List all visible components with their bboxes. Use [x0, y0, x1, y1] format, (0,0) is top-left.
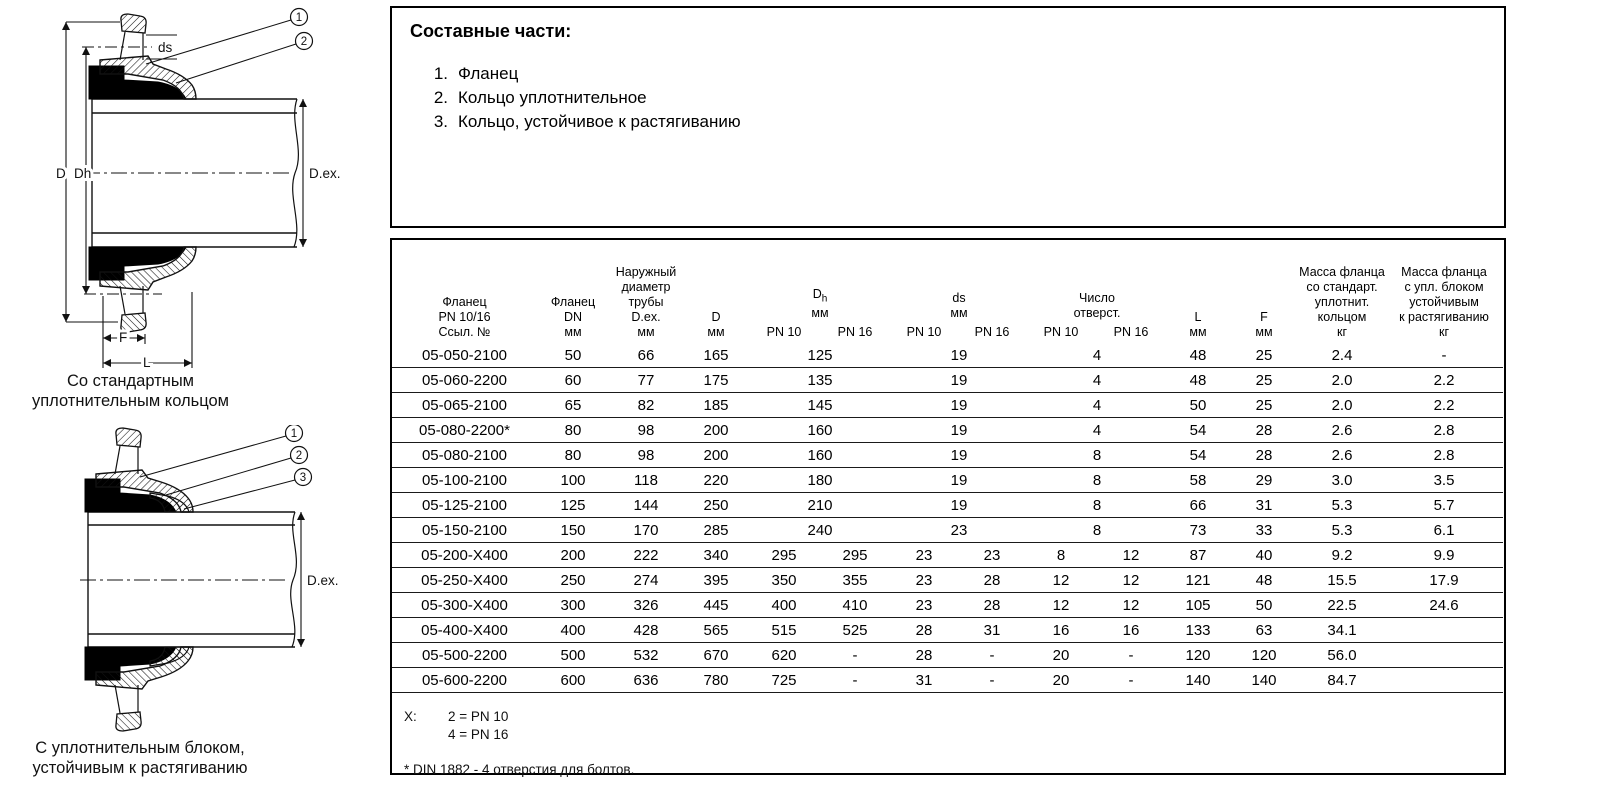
cell-dn: 50 [537, 343, 609, 368]
cell-ref: 05-200-X400 [392, 543, 537, 568]
caption-line: уплотнительным кольцом [31, 392, 230, 410]
cell-dex: 274 [609, 568, 683, 593]
cell-dh: 410 [819, 593, 891, 618]
cell-mass-standard: 15.5 [1299, 568, 1385, 593]
cell-l: 54 [1167, 418, 1229, 443]
callout-3 [295, 469, 312, 486]
table-row [392, 593, 1503, 618]
cell-dn: 600 [537, 668, 609, 693]
table-row [392, 543, 1503, 568]
pipe-break-line [291, 512, 297, 647]
cell-dh: 400 [749, 593, 819, 618]
spec-table-box [390, 238, 1506, 775]
ds-label: ds [158, 40, 173, 55]
cell-ref: 05-250-X400 [392, 568, 537, 593]
cell-dh: - [819, 643, 891, 668]
table-row [392, 643, 1503, 668]
cell-holes: 12 [1095, 593, 1167, 618]
cell-ds: 19 [891, 418, 1027, 443]
cell-ref: 05-100-2100 [392, 468, 537, 493]
cell-d: 250 [683, 493, 749, 518]
parts-box [390, 6, 1506, 228]
bolt-head-section [121, 14, 146, 33]
cell-f: 28 [1229, 443, 1299, 468]
cell-f: 63 [1229, 618, 1299, 643]
cell-holes: - [1095, 668, 1167, 693]
cell-dex: 428 [609, 618, 683, 643]
col-subheader-pn16: PN 16 [837, 325, 873, 339]
cell-l: 50 [1167, 393, 1229, 418]
cell-ds: 31 [957, 618, 1027, 643]
cell-mass-tension [1385, 668, 1503, 693]
cell-mass-tension: 5.7 [1385, 493, 1503, 518]
x-code-note [404, 708, 1504, 744]
col-header-d: D мм [707, 310, 725, 339]
cell-d: 670 [683, 643, 749, 668]
cell-dh: 240 [749, 518, 891, 543]
F-label: F [119, 330, 128, 345]
cell-dex: 82 [609, 393, 683, 418]
col-subheader-pn10: PN 10 [906, 325, 942, 339]
header-row-groups [392, 240, 1503, 324]
table-row [392, 468, 1503, 493]
cell-ref: 05-060-2200 [392, 368, 537, 393]
cell-ref: 05-400-X400 [392, 618, 537, 643]
table-row [392, 568, 1503, 593]
cell-d: 175 [683, 368, 749, 393]
cell-ds: 23 [891, 568, 957, 593]
cell-l: 133 [1167, 618, 1229, 643]
cell-l: 66 [1167, 493, 1229, 518]
diagram-standard-caption [18, 371, 243, 411]
cell-mass-tension: 2.2 [1385, 368, 1503, 393]
list-item [410, 62, 1486, 86]
D-label: D [56, 166, 66, 181]
cell-dh: 355 [819, 568, 891, 593]
cell-mass-tension: 2.8 [1385, 443, 1503, 468]
col-header-dh-group: $D_h$ мм [811, 286, 829, 320]
cell-mass-standard: 34.1 [1299, 618, 1385, 643]
table-row [392, 343, 1503, 368]
cell-mass-tension: 3.5 [1385, 468, 1503, 493]
flange-assembly-top [85, 428, 193, 512]
callout-1 [291, 9, 308, 26]
table-row [392, 668, 1503, 693]
cell-ref: 05-050-2100 [392, 343, 537, 368]
cell-f: 25 [1229, 343, 1299, 368]
cell-dh: 295 [749, 543, 819, 568]
cell-f: 48 [1229, 568, 1299, 593]
list-item-number: 1. [433, 64, 448, 83]
table-row [392, 393, 1503, 418]
cell-f: 33 [1229, 518, 1299, 543]
cell-ds: 23 [891, 518, 1027, 543]
col-subheader-pn16: PN 16 [974, 325, 1010, 339]
cell-f: 31 [1229, 493, 1299, 518]
cell-ds: 23 [891, 593, 957, 618]
col-header-l: L мм [1189, 310, 1207, 339]
cell-mass-tension: 24.6 [1385, 593, 1503, 618]
cell-dh: 525 [819, 618, 891, 643]
cell-holes: 4 [1027, 418, 1167, 443]
pipe-break-line [293, 99, 299, 247]
cell-dn: 80 [537, 443, 609, 468]
caption-line: устойчивым к растягиванию [32, 759, 248, 777]
cell-dn: 150 [537, 518, 609, 543]
table-notes [404, 708, 1504, 779]
table-row [392, 518, 1503, 543]
list-item [410, 86, 1486, 110]
col-header-dn: Фланец DN мм [550, 295, 596, 339]
cell-dh: 725 [749, 668, 819, 693]
cell-d: 220 [683, 468, 749, 493]
cell-d: 395 [683, 568, 749, 593]
cell-mass-standard: 22.5 [1299, 593, 1385, 618]
din-footnote: * DIN 1882 - 4 отверстия для болтов. [404, 762, 635, 777]
cell-ds: 19 [891, 468, 1027, 493]
cell-dh: 295 [819, 543, 891, 568]
cell-d: 200 [683, 418, 749, 443]
cell-dh: 515 [749, 618, 819, 643]
cell-ds: 28 [891, 643, 957, 668]
cell-dn: 300 [537, 593, 609, 618]
cell-dn: 65 [537, 393, 609, 418]
bolt-head-section [116, 428, 141, 447]
cell-holes: 8 [1027, 543, 1095, 568]
cell-dex: 144 [609, 493, 683, 518]
cell-holes: 16 [1027, 618, 1095, 643]
cell-ds: 23 [891, 543, 957, 568]
cell-mass-tension: 2.8 [1385, 418, 1503, 443]
list-item-number: 2. [433, 88, 448, 107]
cell-dh: 160 [749, 418, 891, 443]
list-item-label: Кольцо уплотнительное [458, 88, 647, 107]
cell-l: 87 [1167, 543, 1229, 568]
cell-dex: 118 [609, 468, 683, 493]
cell-f: 120 [1229, 643, 1299, 668]
col-header-mass-tension: Масса фланца с упл. блоком устойчивым к растягиванию кг [1399, 265, 1489, 339]
cell-holes: 4 [1027, 393, 1167, 418]
cell-dn: 125 [537, 493, 609, 518]
cell-ds: 23 [957, 543, 1027, 568]
table-row [392, 618, 1503, 643]
Dex-label: D.ex. [309, 166, 341, 181]
cell-ref: 05-500-2200 [392, 643, 537, 668]
cell-mass-standard: 2.0 [1299, 368, 1385, 393]
cell-f: 140 [1229, 668, 1299, 693]
cell-mass-standard: 56.0 [1299, 643, 1385, 668]
cell-holes: 20 [1027, 643, 1095, 668]
cell-ref: 05-080-2200* [392, 418, 537, 443]
cell-ds: - [957, 668, 1027, 693]
col-header-holes-group: Число отверст. [1073, 291, 1121, 320]
x-code-lines [448, 708, 508, 744]
cell-d: 185 [683, 393, 749, 418]
cell-holes: 8 [1027, 443, 1167, 468]
callout-2 [291, 447, 308, 464]
cell-ref: 05-300-X400 [392, 593, 537, 618]
spec-table [392, 240, 1503, 693]
flange-assembly-top [89, 14, 196, 99]
cell-dex: 326 [609, 593, 683, 618]
cell-dex: 98 [609, 418, 683, 443]
col-header-dex: Наружный диаметр трубы D.ex. мм [615, 265, 677, 339]
cell-holes: 12 [1095, 568, 1167, 593]
cell-l: 54 [1167, 443, 1229, 468]
cell-mass-tension: 9.9 [1385, 543, 1503, 568]
cell-dex: 170 [609, 518, 683, 543]
list-item-label: Кольцо, устойчивое к растягиванию [458, 112, 741, 131]
x-code-line: 2 = PN 10 [448, 709, 509, 724]
cell-d: 165 [683, 343, 749, 368]
diagram-tension-caption [15, 738, 265, 778]
caption-line: Со стандартным [66, 372, 195, 390]
cell-mass-standard: 2.0 [1299, 393, 1385, 418]
cell-holes: 20 [1027, 668, 1095, 693]
cell-ref: 05-125-2100 [392, 493, 537, 518]
cell-dh: 350 [749, 568, 819, 593]
cell-f: 28 [1229, 418, 1299, 443]
cell-dn: 400 [537, 618, 609, 643]
cell-mass-standard: 2.6 [1299, 418, 1385, 443]
cell-l: 105 [1167, 593, 1229, 618]
cell-mass-tension [1385, 618, 1503, 643]
x-code-label: X: [404, 709, 417, 724]
cell-d: 340 [683, 543, 749, 568]
col-header-mass-standard: Масса фланца со стандарт. уплотнит. кольцом кг [1299, 265, 1385, 339]
cell-dn: 100 [537, 468, 609, 493]
cell-mass-tension: 2.2 [1385, 393, 1503, 418]
cell-f: 50 [1229, 593, 1299, 618]
table-row [392, 443, 1503, 468]
cell-dn: 250 [537, 568, 609, 593]
cell-holes: 12 [1095, 543, 1167, 568]
cell-holes: 16 [1095, 618, 1167, 643]
list-item [410, 110, 1486, 134]
cell-holes: 12 [1027, 593, 1095, 618]
cell-ds: 19 [891, 368, 1027, 393]
cell-d: 200 [683, 443, 749, 468]
cell-dn: 80 [537, 418, 609, 443]
cell-l: 140 [1167, 668, 1229, 693]
svg-text:1: 1 [290, 428, 298, 440]
cell-ds: - [957, 643, 1027, 668]
table-row [392, 493, 1503, 518]
cell-l: 73 [1167, 518, 1229, 543]
cell-mass-tension: - [1385, 343, 1503, 368]
cell-ds: 28 [957, 568, 1027, 593]
cell-dh: 125 [749, 343, 891, 368]
flange-assembly-bottom [89, 247, 196, 332]
caption-line: С уплотнительным блоком, [35, 739, 245, 757]
list-item-number: 3. [433, 112, 448, 131]
parts-box-title: Составные части: [410, 21, 572, 41]
flange-diagram-tension [0, 425, 385, 743]
flange-assembly-bottom [85, 647, 193, 731]
cell-l: 120 [1167, 643, 1229, 668]
cell-ds: 19 [891, 393, 1027, 418]
callout-1 [286, 425, 303, 442]
cell-f: 25 [1229, 368, 1299, 393]
cell-dh: 180 [749, 468, 891, 493]
cell-ds: 19 [891, 493, 1027, 518]
cell-dex: 77 [609, 368, 683, 393]
Dex-label: D.ex. [307, 573, 339, 588]
cell-ds: 19 [891, 343, 1027, 368]
cell-holes: 8 [1027, 518, 1167, 543]
cell-dex: 532 [609, 643, 683, 668]
cell-ref: 05-600-2200 [392, 668, 537, 693]
cell-d: 780 [683, 668, 749, 693]
cell-dn: 500 [537, 643, 609, 668]
flange-diagram-standard [0, 0, 385, 420]
cell-dn: 60 [537, 368, 609, 393]
cell-holes: 4 [1027, 368, 1167, 393]
cell-d: 565 [683, 618, 749, 643]
cell-mass-tension: 17.9 [1385, 568, 1503, 593]
spec-table-body [392, 343, 1503, 693]
cell-f: 29 [1229, 468, 1299, 493]
col-header-f: F мм [1255, 310, 1273, 339]
cell-dh: 145 [749, 393, 891, 418]
cell-dh: - [819, 668, 891, 693]
cell-dex: 98 [609, 443, 683, 468]
cell-mass-standard: 5.3 [1299, 493, 1385, 518]
col-header-ds-group: ds мм [950, 291, 968, 320]
table-row [392, 368, 1503, 393]
cell-mass-standard: 3.0 [1299, 468, 1385, 493]
cell-holes: - [1095, 643, 1167, 668]
cell-f: 40 [1229, 543, 1299, 568]
table-row [392, 418, 1503, 443]
cell-f: 25 [1229, 393, 1299, 418]
cell-ds: 28 [891, 618, 957, 643]
bolt-shank-lines [115, 446, 138, 474]
cell-mass-standard: 2.6 [1299, 443, 1385, 468]
cell-mass-standard: 84.7 [1299, 668, 1385, 693]
col-subheader-pn16: PN 16 [1113, 325, 1149, 339]
cell-ds: 28 [957, 593, 1027, 618]
cell-d: 285 [683, 518, 749, 543]
col-header-ref: Фланец PN 10/16 Ссыл. № [438, 295, 491, 339]
cell-dex: 222 [609, 543, 683, 568]
cell-mass-tension: 6.1 [1385, 518, 1503, 543]
col-subheader-pn10: PN 10 [1043, 325, 1079, 339]
bolt-shank-lines [120, 32, 143, 60]
cell-l: 58 [1167, 468, 1229, 493]
cell-holes: 4 [1027, 343, 1167, 368]
L-label: L [143, 355, 151, 370]
cell-dn: 200 [537, 543, 609, 568]
col-subheader-pn10: PN 10 [766, 325, 802, 339]
cell-ref: 05-150-2100 [392, 518, 537, 543]
cell-mass-standard: 9.2 [1299, 543, 1385, 568]
cell-mass-standard: 5.3 [1299, 518, 1385, 543]
cell-ref: 05-065-2100 [392, 393, 537, 418]
cell-mass-standard: 2.4 [1299, 343, 1385, 368]
cell-ref: 05-080-2100 [392, 443, 537, 468]
cell-holes: 12 [1027, 568, 1095, 593]
cell-dex: 636 [609, 668, 683, 693]
svg-text:3: 3 [299, 472, 307, 484]
cell-dh: 135 [749, 368, 891, 393]
Dh-label: Dh [74, 166, 92, 181]
list-item-label: Фланец [458, 64, 519, 83]
cell-dh: 620 [749, 643, 819, 668]
cell-holes: 8 [1027, 468, 1167, 493]
cell-l: 48 [1167, 368, 1229, 393]
cell-holes: 8 [1027, 493, 1167, 518]
svg-text:2: 2 [295, 450, 303, 462]
callout-2 [296, 33, 313, 50]
cell-l: 121 [1167, 568, 1229, 593]
svg-text:2: 2 [300, 36, 308, 48]
x-code-line: 4 = PN 16 [448, 727, 509, 742]
cell-l: 48 [1167, 343, 1229, 368]
svg-text:1: 1 [295, 12, 303, 24]
cell-mass-tension [1385, 643, 1503, 668]
cell-d: 445 [683, 593, 749, 618]
spec-table-header [392, 240, 1503, 343]
cell-ds: 31 [891, 668, 957, 693]
cell-ds: 19 [891, 443, 1027, 468]
cell-dh: 210 [749, 493, 891, 518]
cell-dex: 66 [609, 343, 683, 368]
cell-dh: 160 [749, 443, 891, 468]
parts-list [410, 62, 1486, 134]
